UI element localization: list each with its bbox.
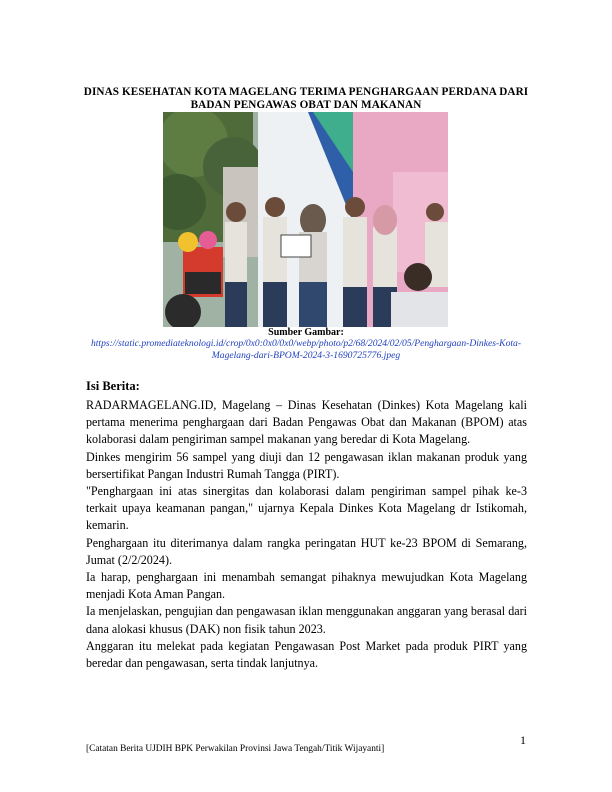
document-title: DINAS KESEHATAN KOTA MAGELANG TERIMA PENGHARGAAN PERDANA DARI BADAN PENGAWAS OBAT DAN MAKANAN (83, 86, 529, 111)
paragraph: Dinkes mengirim 56 sampel yang diuji dan 12 pengawasan iklan makanan produk yang bersertifikat Pangan Industri Rumah Tangga (PIRT). (86, 449, 527, 481)
paragraph: Ia menjelaskan, pengujian dan pengawasan iklan menggunakan anggaran yang berasal dari dana alokasi khusus (DAK) non fisik tahun 2023. (86, 604, 527, 636)
caption-url-link[interactable]: https://static.promediateknologi.id/crop/0x0:0x0/0x0/webp/photo/p2/68/2024/02/05/Penghargaan-Dinkes-Kota-Magelang-dari-BPOM-2024-3-1690725776.jpeg (90, 338, 522, 361)
paragraph: "Penghargaan ini atas sinergitas dan kolaborasi dalam pengiriman sampel pihak ke-3 terkait upaya keamanan pangan," ujarnya Kepala Dinkes Kota Magelang dr Istikomah, kemarin. (86, 484, 527, 533)
news-photo (163, 112, 448, 327)
page-number: 1 (520, 733, 526, 747)
footer-note: [Catatan Berita UJDIH BPK Perwakilan Provinsi Jawa Tengah/Titik Wijayanti] (86, 744, 385, 754)
paragraph: RADARMAGELANG.ID, Magelang – Dinas Kesehatan (Dinkes) Kota Magelang kali pertama menerima penghargaan dari Badan Pengawas Obat dan Makanan (BPOM) atas kolaborasi dalam pengiriman sampel makanan yang beredar di Kota Magelang. (86, 398, 527, 447)
paragraph: Anggaran itu melekat pada kegiatan Pengawasan Post Market pada produk PIRT yang beredar dan pengawasan, serta tindak lanjutnya. (86, 638, 527, 671)
paragraph: Ia harap, penghargaan ini menambah semangat pihaknya mewujudkan Kota Magelang menjadi Kota Aman Pangan. (86, 570, 527, 602)
section-heading: Isi Berita: (86, 379, 140, 393)
caption-label: Sumber Gambar: (268, 327, 344, 338)
paragraph: Penghargaan itu diterimanya dalam rangka peringatan HUT ke-23 BPOM di Semarang, Jumat (2/2/2024). (86, 535, 527, 567)
article-body (86, 397, 527, 672)
